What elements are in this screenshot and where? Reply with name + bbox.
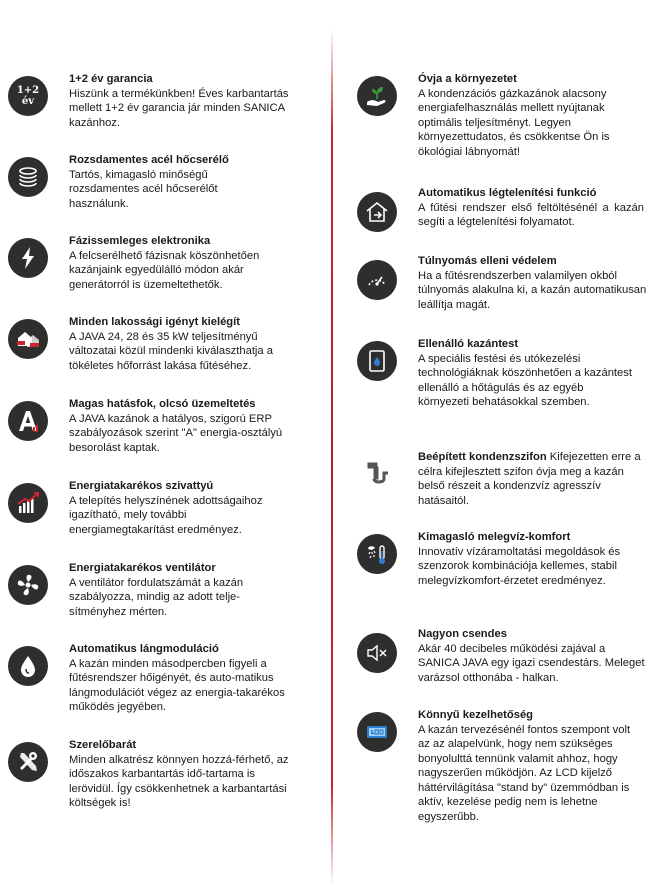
feature-title: Minden lakossági igényt kielégít bbox=[69, 316, 240, 328]
warranty-icon-text: 1+2 év bbox=[16, 85, 40, 107]
feature-text bbox=[418, 708, 643, 824]
house-vent-icon bbox=[357, 192, 397, 232]
feature-overpressure bbox=[357, 254, 657, 312]
speaker-mute-icon bbox=[357, 633, 397, 673]
feature-title: Magas hatásfok, olcsó üzemeltetés bbox=[69, 398, 256, 410]
feature-text bbox=[69, 642, 301, 715]
feature-text bbox=[69, 397, 284, 455]
feature-desc: Minden alkatrész könnyen hozzá-férhető, az időszakos karbantartás idő-tartama is lerövidül. Így csökkenhetnek a karbantartási költségek is! bbox=[69, 753, 289, 809]
feature-text bbox=[69, 479, 294, 537]
feature-title: Fázissemleges elektronika bbox=[69, 235, 211, 247]
shower-thermometer-icon bbox=[357, 534, 397, 574]
feature-high-efficiency bbox=[8, 397, 308, 455]
feature-installer-friendly bbox=[8, 738, 308, 811]
feature-title: Energiatakarékos szivattyú bbox=[69, 480, 214, 492]
feature-desc: Tartós, kimagasló minőségű rozsdamentes acél hőcserélőt használunk. bbox=[69, 168, 218, 210]
house-power-levels-icon bbox=[8, 319, 48, 359]
feature-title: Túlnyomás elleni védelem bbox=[418, 255, 557, 267]
feature-text bbox=[418, 72, 636, 159]
feature-desc: A JAVA kazánok a hatályos, szigorú ERP szabályozások szerint "A" energia-osztályú besorolást kaptak. bbox=[69, 412, 283, 454]
feature-flame-modulation bbox=[8, 642, 308, 715]
feature-resistant-body bbox=[357, 337, 657, 410]
feature-warranty bbox=[8, 72, 308, 130]
feature-desc: A kazán minden másodpercben figyeli a fűtésrendszer hőigényét, és auto-matikus lángmodulációt végez az energia-takarékos működés jegyében. bbox=[69, 657, 285, 713]
feature-quiet bbox=[357, 627, 657, 685]
feature-desc: Kifejezetten erre a célra kifejlesztett szifon óvja meg a kazán belső részeit a kondenzvíz agresszív hatásaitól. bbox=[418, 451, 641, 507]
lightning-bolt-icon bbox=[8, 238, 48, 278]
pump-growth-chart-icon bbox=[8, 483, 48, 523]
feature-household-needs bbox=[8, 315, 308, 373]
feature-title: Rozsdamentes acél hőcserélő bbox=[69, 154, 229, 166]
one-plus-two-years-icon bbox=[8, 76, 48, 116]
feature-condensate-siphon bbox=[357, 450, 657, 508]
feature-easy-operation bbox=[357, 708, 657, 824]
feature-desc: Innovatív vízáramoltatási megoldások és szenzorok kombinációja kellemes, stabil melegvízkomfort-érzetet eredményez. bbox=[418, 545, 621, 587]
feature-desc: A fűtési rendszer első feltöltésénél a kazán segíti a légtelenítési folyamatot. bbox=[418, 201, 644, 228]
feature-title: Óvja a környezetet bbox=[418, 73, 517, 85]
siphon-icon bbox=[357, 454, 397, 494]
feature-desc: A telepítés helyszínének adottságaihoz igazítható, mely további energiamegtakarítást eredményez. bbox=[69, 494, 263, 536]
feature-hot-water-comfort bbox=[357, 530, 657, 588]
hand-plant-icon bbox=[357, 76, 397, 116]
feature-title: 1+2 év garancia bbox=[69, 73, 153, 85]
feature-text bbox=[69, 738, 294, 811]
pressure-gauge-icon bbox=[357, 260, 397, 300]
feature-title: Kimagasló melegvíz-komfort bbox=[418, 531, 571, 543]
feature-desc: A ventilátor fordulatszámát a kazán szabályozza, mindig az adott telje-sítményhez mérten. bbox=[69, 576, 244, 618]
wrench-screwdriver-icon bbox=[8, 742, 48, 782]
feature-text bbox=[69, 153, 274, 211]
coil-heat-exchanger-icon bbox=[8, 157, 48, 197]
feature-desc: A speciális festési és utókezelési technológiáknak köszönhetően a kazántest ellenálló a hőtágulás és az egyéb környezeti behatásokkal szemben. bbox=[418, 352, 632, 408]
feature-title: Automatikus légtelenítési funkció bbox=[418, 187, 597, 199]
feature-text bbox=[418, 186, 644, 230]
fan-icon bbox=[8, 565, 48, 605]
feature-text bbox=[418, 627, 646, 685]
feature-text bbox=[69, 234, 284, 292]
feature-desc: A felcserélhető fázisnak köszönhetően kazánjaink egyedülálló módon akár generátorról is üzemeltethetők. bbox=[69, 249, 260, 291]
feature-title: Beépített kondenzszifon bbox=[418, 451, 547, 463]
feature-efficient-pump bbox=[8, 479, 308, 537]
boiler-casing-icon bbox=[357, 341, 397, 381]
feature-title: Ellenálló kazántest bbox=[418, 338, 519, 350]
energy-class-a-icon bbox=[8, 401, 48, 441]
feature-desc: A kondenzációs gázkazánok alacsony energiafelhasználás mellett nyújtanak optimális teljesítményt. Legyen környezettudatos, és csökkentse Ön is ökológiai lábnyomát! bbox=[418, 87, 610, 158]
feature-text bbox=[418, 337, 633, 410]
feature-auto-deaeration bbox=[357, 186, 657, 232]
feature-stainless-exchanger bbox=[8, 153, 308, 211]
feature-desc: A JAVA 24, 28 és 35 kW teljesítményű változatai közül mindenki kiválaszthatja a tökéletes hőforrást lakása fűtéséhez. bbox=[69, 330, 273, 372]
feature-desc: Akár 40 decibeles működési zajával a SANICA JAVA egy igazi csendestárs. Meleget varázsol otthonába - halkan. bbox=[418, 642, 645, 684]
lcd-display-icon bbox=[357, 712, 397, 752]
feature-desc: A kazán tervezésénél fontos szempont volt az az alapelvünk, hogy nem szükséges bonyolulttá tennünk valamit ahhoz, hogy nagyszerűen működjön. Az LCD kijelző háttérvilágítása "stand by" üzemmódban is aktív, kezelése pedig nem is lehetne egyszerűbb. bbox=[418, 723, 631, 823]
feature-text bbox=[69, 72, 301, 130]
feature-title: Automatikus lángmoduláció bbox=[69, 643, 219, 655]
flame-drop-icon bbox=[8, 646, 48, 686]
center-divider bbox=[331, 28, 333, 888]
feature-text bbox=[418, 450, 646, 508]
feature-text bbox=[418, 530, 636, 588]
feature-efficient-fan bbox=[8, 561, 308, 619]
feature-title: Energiatakarékos ventilátor bbox=[69, 562, 216, 574]
feature-title: Nagyon csendes bbox=[418, 628, 507, 640]
feature-environment bbox=[357, 72, 657, 159]
feature-title: Szerelőbarát bbox=[69, 739, 137, 751]
feature-text bbox=[418, 254, 648, 312]
feature-title: Könnyű kezelhetőség bbox=[418, 709, 534, 721]
feature-desc: Hiszünk a termékünkben! Éves karbantartás mellett 1+2 év garancia jár minden SANICA kazánhoz. bbox=[69, 87, 289, 129]
feature-text bbox=[69, 561, 274, 619]
feature-phase-neutral bbox=[8, 234, 308, 292]
feature-text bbox=[69, 315, 294, 373]
feature-desc: Ha a fűtésrendszerben valamilyen okból túlnyomás alakulna ki, a kazán automatikusan leállítja magát. bbox=[418, 269, 647, 311]
